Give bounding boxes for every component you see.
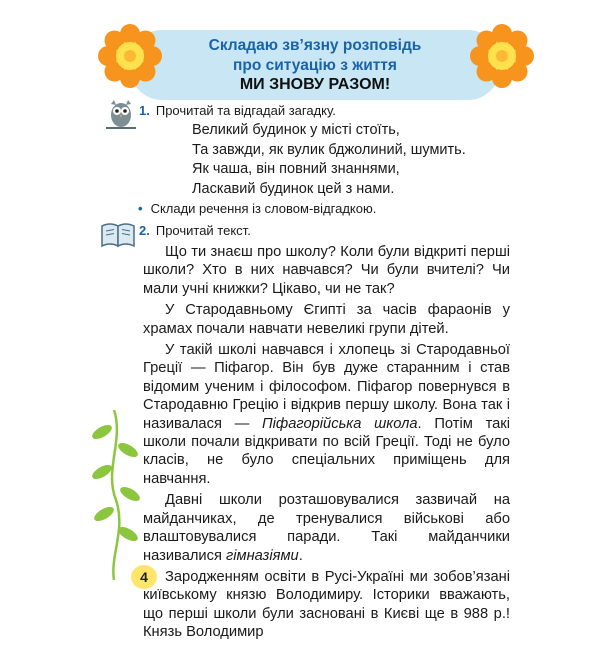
paragraph: Зародженням освіти в Русі-Україні ми зобов’язані київському князю Володимиру. Історики вважають, що перші школи були засновані в Києві ще в 988 р.! Князь Володимир <box>143 568 510 641</box>
task-2-instruction: Прочитай текст. <box>155 223 251 238</box>
riddle-subtask-text: Склади речення із словом-відгадкою. <box>150 201 377 216</box>
paragraph <box>143 341 510 488</box>
riddle <box>192 121 466 199</box>
task-2 <box>139 223 251 238</box>
paragraph-text: У такій школі навчався і хлопець зі Стародавньої Греції — Піфагор. Він був дуже старанним і став відомим ученим і філософом. Піфагор повернувся в Стародавню Грецію і відкрив першу школу. Вона так і називалася — <box>143 342 510 432</box>
reading-text <box>143 243 510 645</box>
task-1-number: 1. <box>139 103 150 118</box>
bullet-icon: • <box>138 201 143 216</box>
flower-icon <box>98 24 162 88</box>
lesson-title-line-1: Складаю зв’язну розповідь <box>208 37 422 54</box>
paragraph: Що ти знаєш про школу? Коли були відкриті перші школи? Хто в них навчався? Чи були вчителі? Чи мали учні книжки? Цікаво, чи не так? <box>143 244 510 297</box>
paragraph <box>143 491 510 565</box>
emphasized-term: Піфагорійська школа <box>262 415 418 432</box>
open-book-icon <box>100 220 136 248</box>
riddle-line: Та завжди, як вулик бджолиний, шумить. <box>192 141 466 158</box>
riddle-line: Великий будинок у місті стоїть, <box>192 122 400 138</box>
riddle-line: Ласкавий будинок цей з нами. <box>192 180 395 197</box>
lesson-title-line-2: про ситуацію з життя <box>233 57 397 74</box>
task-1-instruction: Прочитай та відгадай загадку. <box>155 103 336 118</box>
emphasized-term: гімназіями <box>226 547 299 564</box>
flower-icon <box>470 24 534 88</box>
paragraph-text: . Потім такі школи почали відкривати по всій Греції. Тоді не було класів, не було спеціальних приміщень для навчання. <box>143 415 510 487</box>
paragraph-text: Давні школи розташовувалися зазвичай на майданчиках, де тренувалися військові або влаштовувалися паради. Такі майданчики називалися <box>143 492 510 564</box>
lesson-subtitle: МИ ЗНОВУ РАЗОМ! <box>239 76 391 93</box>
page-number: 4 <box>131 565 157 589</box>
lesson-title <box>150 36 480 76</box>
riddle-subtask <box>138 201 376 216</box>
riddle-line: Як чаша, він повний знаннями, <box>192 161 400 177</box>
task-2-number: 2. <box>139 223 150 238</box>
paragraph-text: . <box>298 547 303 564</box>
owl-icon <box>104 98 138 134</box>
vine-decoration <box>84 410 144 580</box>
paragraph: У Стародавньому Єгипті за часів фараонів у храмах почали навчати невеликі групи дітей. <box>143 302 510 337</box>
task-1 <box>139 103 336 118</box>
